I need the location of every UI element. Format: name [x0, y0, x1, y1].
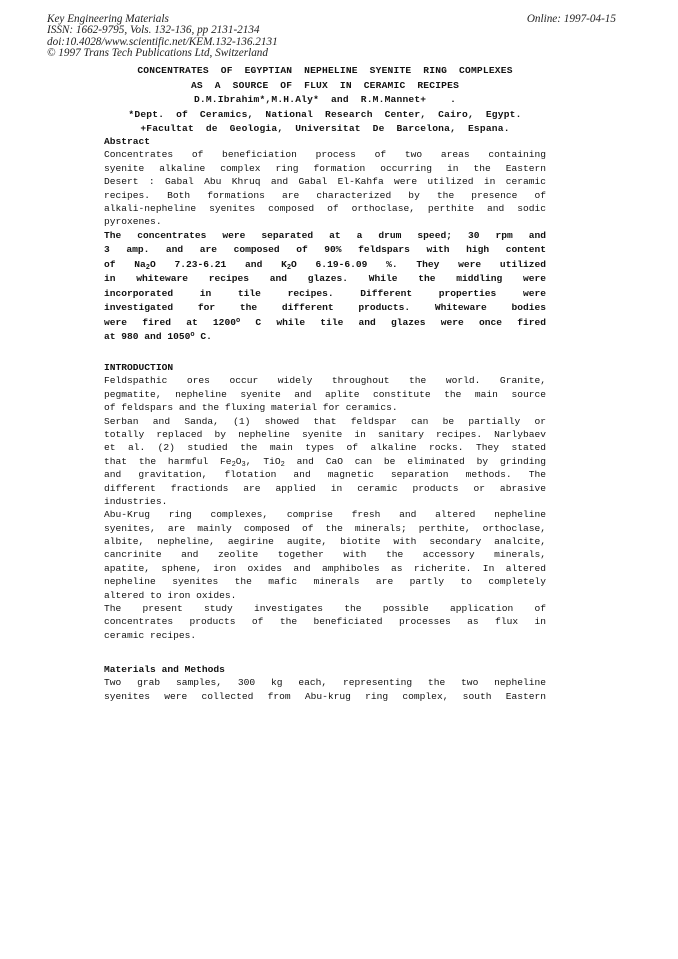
online-date: Online: 1997-04-15: [526, 13, 616, 25]
affiliation-1: *Dept. of Ceramics, National Research Center, Cairo, Egypt.: [128, 108, 522, 120]
text-line: Serban and Sanda, (1) showed that feldspar can be partially or: [104, 415, 546, 427]
text-line-chem: of $Na_2O$ 7.23-6.21 and $K_2O$ 6.19-6.09 %. They were utilized: [104, 258, 546, 272]
introduction-body: [104, 374, 546, 642]
text-line: concentrates products of the beneficiated processes as flux in: [104, 616, 546, 628]
text-line: Feldspathic ores occur widely throughout the world. Granite,: [104, 375, 546, 387]
text-line: totally replaced by nepheline syenite in sanitary recipes. Narlybaev: [104, 428, 546, 440]
text-line: altered to iron oxides.: [104, 589, 237, 601]
text-line: nepheline syenites the mafic minerals are partly to completely: [104, 576, 546, 588]
text-line: apatite, sphene, iron oxides and amphiboles as richerite. In altered: [104, 562, 546, 574]
affiliation-2: +Facultat de Geologia, Universitat De Barcelona, Espana.: [140, 123, 510, 135]
methods-section: [104, 663, 546, 703]
text-line: pyroxenes.: [104, 216, 162, 228]
paper-title-line-2: AS A SOURCE OF FLUX IN CERAMIC RECIPES: [190, 79, 460, 91]
title-block: [80, 64, 570, 137]
doi-line: doi:10.4028/www.scientific.net/KEM.132-136.2131: [47, 35, 278, 48]
text-line: in whiteware recipes and glazes. While the middling were: [104, 273, 546, 285]
text-line: 3 amp. and are composed of 90% feldspars with high content: [104, 244, 546, 256]
journal-name: Key Engineering Materials: [47, 13, 169, 25]
text-line-temp: at 980 and 1050$^o$ C.: [104, 331, 212, 343]
abstract-para-2: [104, 229, 546, 345]
text-line: ceramic recipes.: [104, 629, 197, 641]
text-line: alkali-nepheline syenites composed of orthoclase, perthite and sodic: [104, 202, 546, 214]
abstract-section: [104, 135, 546, 345]
text-line: syenites were collected from Abu-krug ring complex, south Eastern: [104, 690, 546, 702]
text-line: investigated for the different products. Whiteware bodies: [104, 302, 546, 314]
abstract-para-1: [104, 148, 546, 228]
text-line: Desert : Gabal Abu Khruq and Gabal El-Kahfa were utilized in ceramic: [104, 176, 546, 188]
introduction-section: [104, 361, 546, 642]
abstract-heading: Abstract: [104, 136, 151, 147]
text-line-temp: were fired at 1200$^o$ C while tile and glazes were once fired: [104, 316, 546, 328]
text-line: industries.: [104, 495, 168, 507]
copyright-line: © 1997 Trans Tech Publications Ltd, Switzerland: [47, 46, 268, 59]
text-line: Concentrates of beneficiation process of two areas containing: [104, 149, 546, 161]
introduction-heading: INTRODUCTION: [104, 362, 174, 373]
text-line: cancrinite and zeolite together with the accessory minerals,: [104, 549, 546, 561]
paper-title-line-1: CONCENTRATES OF EGYPTIAN NEPHELINE SYENITE RING COMPLEXES: [137, 65, 513, 76]
text-line: that the harmful $Fe_2O_3$, TiO$_2$ and CaO can be eliminated by grinding: [104, 455, 547, 469]
text-line: albite, nepheline, aegirine augite, biotite with secondary analcite,: [104, 536, 546, 548]
authors: D.M.Ibrahim*,M.H.Aly* and R.M.Mannet+ .: [193, 94, 457, 106]
text-line: and gravitation, flotation and magnetic separation methods. The: [104, 469, 546, 481]
text-line: pegmatite, nepheline syenite and aplite constitute the main source: [104, 388, 546, 400]
journal-header: [47, 14, 278, 59]
text-line: recipes. Both formations are characterized by the presence of: [104, 189, 546, 201]
text-line: et al. (2) studied the main types of alkaline rocks. They stated: [104, 442, 546, 454]
text-line: Two grab samples, 300 kg each, representing the two nepheline: [104, 677, 546, 689]
text-line: syenites, are mainly composed of the minerals; perthite, orthoclase,: [104, 522, 546, 534]
text-line: incorporated in tile recipes. Different properties were: [104, 287, 546, 299]
text-line: The concentrates were separated at a drum speed; 30 rpm and: [104, 229, 546, 241]
methods-heading: Materials and Methods: [104, 664, 225, 675]
issn-line: ISSN: 1662-9795, Vols. 132-136, pp 2131-2134: [47, 24, 260, 37]
text-line: different fractionds are applied in ceramic products or abrasive: [104, 482, 546, 494]
text-line: Abu-Krug ring complexes, comprise fresh and altered nepheline: [104, 509, 546, 521]
text-line: The present study investigates the possible application of: [104, 603, 546, 615]
text-line: syenite alkaline complex ring formation occurring in the Eastern: [104, 162, 546, 174]
text-line: of feldspars and the fluxing material for ceramics.: [104, 402, 398, 414]
